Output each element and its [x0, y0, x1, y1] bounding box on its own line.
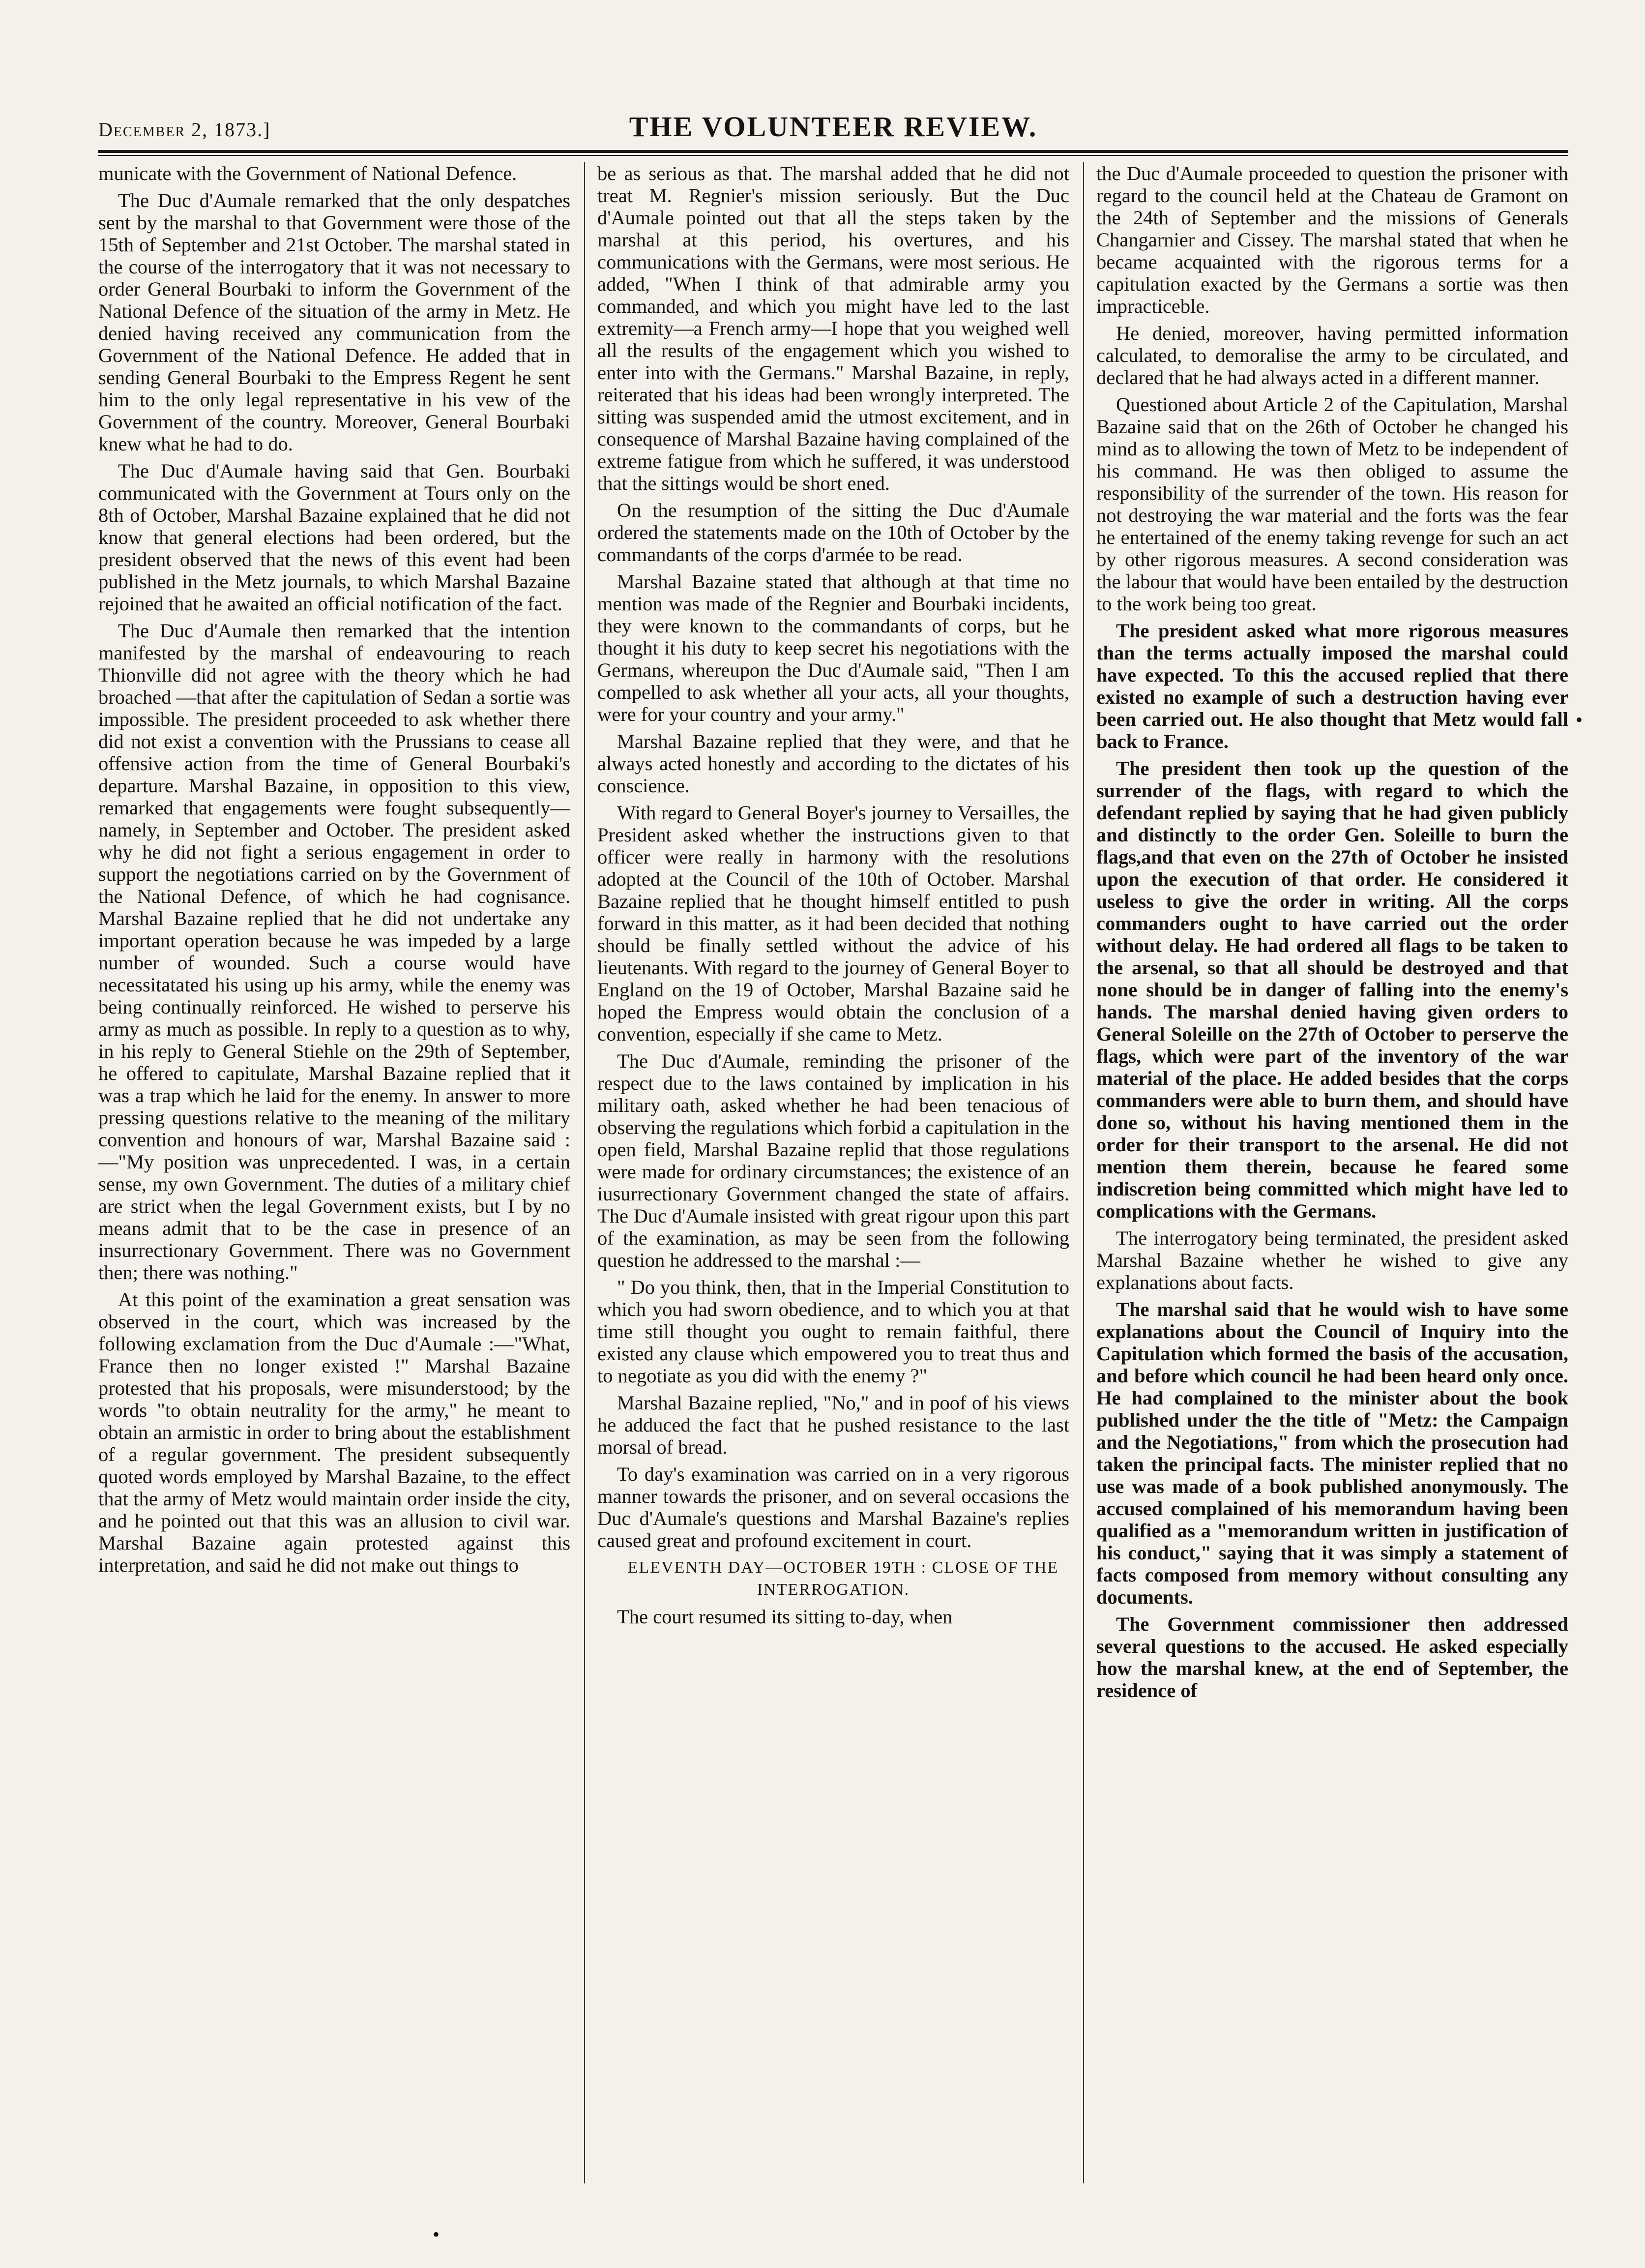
paragraph: The interrogatory being terminated, the president asked Marshal Bazaine whether he wished to give any explanations about facts. — [1096, 1227, 1568, 1293]
paragraph: At this point of the examination a great sensation was observed in the court, which was increased by the following exclamation from the Duc d'Aumale :—"What, France then no longer existed !" Marshal Bazaine protested that his proposals, were misunderstood; by the words "to obtain neutrality for the army," he meant to obtain an armistic in order to bring about the establishment of a regular government. The president subsequently quoted words employed by Marshal Bazaine, to the effect that the army of Metz would maintain order inside the city, and he pointed out that this was an allusion to civil war. Marshal Bazaine again protested against this interpretation, and said he did not make out things to — [98, 1288, 570, 1576]
paragraph: On the resumption of the sitting the Duc d'Aumale ordered the statements made on the 10th of October by the commandants of the corps d'armée to be read. — [597, 499, 1069, 566]
paragraph: be as serious as that. The marshal added that he did not treat M. Regnier's mission seriously. But the Duc d'Aumale pointed out that all the steps taken by the marshal at this period, his overtures, and his communications with the Germans, were most serious. He added, "When I think of that admirable army you commanded, and which you might have led to the last extremity—a French army—I hope that you weighed well all the results of the engagement which you wished to enter into with the Germans." Marshal Bazaine, in reply, reiterated that his ideas had been wrongly interpreted. The sitting was suspended amid the utmost excitement, and in consequence of Marshal Bazaine having complained of the extreme fatigue from which he suffered, it was understood that the sittings would be short ened. — [597, 162, 1069, 494]
issue-date: December 2, 1873.] — [98, 119, 271, 141]
paragraph: The marshal said that he would wish to have some explanations about the Council of Inquiry into the Capitulation which formed the basis of the accusation, and before which council he had been heard only once. He had complained to the minister about the book published under the the title of "Metz: the Campaign and the Negotiations," from which the prosecution had taken the principal facts. The minister replied that no use was made of a book published anonymously. The accused complained of his memorandum having been qualified as a "memorandum written in justification of his conduct," saying that it was simply a statement of facts composed from memory without consulting any documents. — [1096, 1298, 1568, 1608]
column-1 — [98, 162, 570, 2188]
paragraph: The Duc d'Aumale, reminding the prisoner of the respect due to the laws contained by implication in his military oath, asked whether he had been tenacious of observing the regulations which forbid a capitulation in the open field, Marshal Bazaine replid that those regulations were made for ordinary circumstances; the existence of an iusurrectionary Government changed the state of affairs. The Duc d'Aumale insisted with great rigour upon this part of the examination, as may be seen from the following question he addressed to the marshal :— — [597, 1050, 1069, 1271]
paragraph: To day's examination was carried on in a very rigorous manner towards the prisoner, and on several occasions the Duc d'Aumale's questions and Marshal Bazaine's replies caused great and profound excitement in court. — [597, 1463, 1069, 1552]
ink-speck: • — [1576, 709, 1583, 731]
ink-speck: • — [433, 2223, 440, 2245]
paragraph: Marshal Bazaine replied that they were, and that he always acted honestly and according to the dictates of his conscience. — [597, 730, 1069, 797]
paragraph: Marshal Bazaine stated that although at that time no mention was made of the Regnier and Bourbaki incidents, they were known to the commandants of corps, but he thought it his duty to keep secret his negotiations with the Germans, whereupon the Duc d'Aumale said, "Then I am compelled to ask whether all your acts, all your thoughts, were for your country and your army." — [597, 570, 1069, 725]
paragraph: The Duc d'Aumale remarked that the only despatches sent by the marshal to that Government were those of the 15th of September and 21st October. The marshal stated in the course of the interrogatory that it was not necessary to order General Bourbaki to inform the Government of the National Defence of the situation of the army in Metz. He denied having received any communication from the Government of the National Defence. He added that in sending General Bourbaki to the Empress Regent he sent him to the only legal representative in his vew of the Government of the country. Moreover, General Bourbaki knew what he had to do. — [98, 189, 570, 455]
paragraph: The president then took up the question of the surrender of the flags, with regard to which the defendant replied by saying that he had given publicly and distinctly to the order Gen. Soleille to burn the flags,and that even on the 27th of October he insisted upon the execution of that order. He considered it useless to give the order in writing. All the corps commanders ought to have carried out the order without delay. He had ordered all flags to be taken to the arsenal, so that all should be destroyed and that none should be in danger of falling into the enemy's hands. The marshal denied having given orders to General Soleille on the 27th of October to perserve the flags, which were part of the inventory of the war material of the place. He added besides that the corps commanders were able to burn them, and should have done so, without his having mentioned them in the order for their transport to the arsenal. He did not mention them therein, because he feared some indiscretion being committed which might have led to complications with the Germans. — [1096, 757, 1568, 1222]
column-2 — [597, 162, 1069, 2188]
column-3 — [1096, 162, 1568, 2188]
paragraph: He denied, moreover, having permitted information calculated, to demoralise the army to be circulated, and declared that he had always acted in a different manner. — [1096, 322, 1568, 388]
paragraph: " Do you think, then, that in the Imperial Constitution to which you had sworn obedience, and to which you at that time still thought you ought to remain faithful, there existed any clause which empowered you to treat thus and to negotiate as you did with the enemy ?" — [597, 1276, 1069, 1387]
header-rule-thin — [98, 155, 1568, 156]
paragraph: Questioned about Article 2 of the Capitulation, Marshal Bazaine said that on the 26th of October he changed his mind as to allowing the town of Metz to be independent of his command. He was then obliged to assume the responsibility of the surrender of the town. His reason for not destroying the war material and the forts was the fear he entertained of the enemy taking revenge for such an act by other rigorous measures. A second consideration was the labour that would have been entailed by the destruction to the work being too great. — [1096, 393, 1568, 615]
column-divider — [584, 162, 585, 2183]
paragraph: The Duc d'Aumale then remarked that the intention manifested by the marshal of endeavouring to reach Thionville did not agree with the theory which he had broached —that after the capitulation of Sedan a sortie was impossible. The president proceeded to ask whether there did not exist a convention with the Prussians to cease all offensive action from the time of General Bourbaki's departure. Marshal Bazaine, in opposition to this view, remarked that engagements were fought subsequently—namely, in September and October. The president asked why he did not fight a serious engagement in order to support the negotiations carried on by the Government of the National Defence, of which he had cognisance. Marshal Bazaine replied that he did not undertake any important operation because he was impeded by a large number of wounded. Such a course would have necessitatated his using up his army, while the enemy was being continually reinforced. He wished to perserve his army as much as possible. In reply to a question as to why, in his reply to General Stiehle on the 29th of September, he offered to capitulate, Marshal Bazaine replied that it was a trap which he laid for the enemy. In answer to more pressing questions relative to the meaning of the military convention and honours of war, Marshal Bazaine said :—"My position was unprecedented. I was, in a certain sense, my own Government. The duties of a military chief are strict when the legal Government exists, but I by no means admit that to be the case in presence of an insurrectionary Government. There was no Government then; there was nothing." — [98, 620, 570, 1283]
running-head — [98, 109, 1568, 149]
paragraph: Marshal Bazaine replied, "No," and in poof of his views he adduced the fact that he pushed resistance to the last morsal of bread. — [597, 1392, 1069, 1458]
paragraph: The Duc d'Aumale having said that Gen. Bourbaki communicated with the Government at Tours only on the 8th of October, Marshal Bazaine explained that he did not know that general elections had been ordered, but the president observed that the news of this event had been published in the Metz journals, to which Marshal Bazaine rejoined that he awaited an official notification of the fact. — [98, 460, 570, 615]
paragraph: municate with the Government of National Defence. — [98, 162, 517, 184]
paragraph: The president asked what more rigorous measures than the terms actually imposed the marshal could have expected. To this the accused replied that there existed no example of such a destruction having ever been carried out. He also thought that Metz would fall back to France. — [1096, 620, 1568, 752]
section-subhead: ELEVENTH DAY—OCTOBER 19TH : CLOSE OF THE INTERROGATION. — [627, 1558, 1059, 1599]
column-divider — [1083, 162, 1084, 2183]
masthead-title: THE VOLUNTEER REVIEW. — [629, 111, 1038, 143]
paragraph: The Government commissioner then addressed several questions to the accused. He asked especially how the marshal knew, at the end of September, the residence of — [1096, 1613, 1568, 1701]
paragraph: The court resumed its sitting to-day, when — [617, 1606, 953, 1628]
header-rule — [98, 150, 1568, 153]
paragraph: With regard to General Boyer's journey to Versailles, the President asked whether the instructions given to that officer were really in harmony with the resolutions adopted at the Council of the 10th of October. Marshal Bazaine replied that he thought himself entitled to push forward in this matter, as it had been decided that nothing should be finally settled without the advice of his lieutenants. With regard to the journey of General Boyer to England on the 19 of October, Marshal Bazaine said he hoped the Empress would obtain the conclusion of a convention, especially if she came to Metz. — [597, 802, 1069, 1045]
paragraph: the Duc d'Aumale proceeded to question the prisoner with regard to the council held at the Chateau de Gramont on the 24th of September and the missions of Generals Changarnier and Cissey. The marshal stated that when he became acquainted with the rigorous terms for a capitulation exacted by the Germans a sortie was then impracticeble. — [1096, 162, 1568, 317]
